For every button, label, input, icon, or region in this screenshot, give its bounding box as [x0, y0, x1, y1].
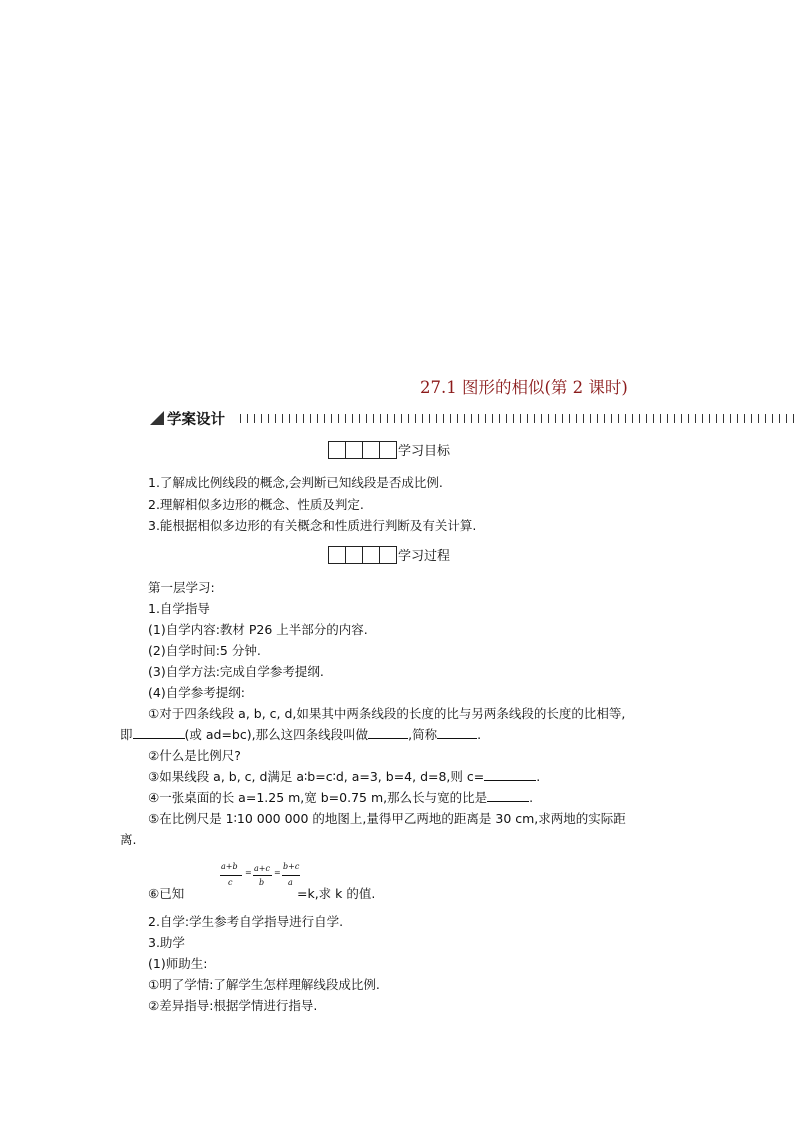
answer-blank: [133, 726, 185, 739]
fraction-denominator: b: [259, 878, 265, 887]
question-1-line-2: 即 (或 ad=bc),那么这四条线段叫做 ,简称 .: [120, 727, 482, 742]
answer-blank: [487, 789, 529, 802]
question-6-suffix: =k,求 k 的值.: [297, 886, 376, 901]
objectives-heading: 学习目标: [328, 439, 450, 459]
fraction-bar: [253, 875, 272, 876]
answer-blank: [368, 726, 408, 739]
question-5-line-1: ⑤在比例尺是 1∶10 000 000 的地图上,量得甲乙两地的距离是 30 cm,求两地的实际距: [148, 811, 626, 826]
guide-title: 1.自学指导: [148, 601, 210, 616]
question-6-prefix: ⑥已知: [148, 886, 185, 901]
guide-item: (2)自学时间:5 分钟.: [148, 643, 261, 658]
help-1b: ②差异指导:根据学情进行指导.: [148, 998, 318, 1013]
objective-item: 1.了解成比例线段的概念,会判断已知线段是否成比例.: [148, 475, 443, 490]
fraction-numerator: b+c: [283, 862, 300, 871]
question-1-line-1: ①对于四条线段 a, b, c, d,如果其中两条线段的长度的比与另两条线段的长度的比相等,: [148, 706, 626, 721]
guide-item: (3)自学方法:完成自学参考提纲.: [148, 664, 324, 679]
page-title: 27.1 图形的相似(第 2 课时): [420, 378, 628, 397]
question-2: ②什么是比例尺?: [148, 748, 241, 763]
guide-item: (4)自学参考提纲:: [148, 685, 245, 700]
answer-blank: [484, 768, 536, 781]
fraction-denominator: a: [288, 878, 293, 887]
equals-sign: =: [245, 868, 252, 877]
process-heading: 学习过程: [328, 544, 450, 564]
fraction-numerator: a+b: [221, 862, 238, 871]
section-header: [150, 408, 794, 430]
guide-item: (1)自学内容:教材 P26 上半部分的内容.: [148, 622, 368, 637]
objective-item: 2.理解相似多边形的概念、性质及判定.: [148, 497, 364, 512]
help-1a: ①明了学情:了解学生怎样理解线段成比例.: [148, 977, 380, 992]
dotted-rule: [240, 414, 794, 423]
step-3: 3.助学: [148, 935, 185, 950]
layer-label: 第一层学习:: [148, 580, 215, 595]
help-1: (1)师助生:: [148, 956, 208, 971]
question-5-line-2: 离.: [120, 832, 137, 847]
equals-sign: =: [274, 868, 281, 877]
step-2: 2.自学:学生参考自学指导进行自学.: [148, 914, 344, 929]
fraction-bar: [282, 875, 300, 876]
question-4: ④一张桌面的长 a=1.25 m,宽 b=0.75 m,那么长与宽的比是 .: [148, 790, 534, 805]
section-label: 学案设计: [167, 412, 225, 428]
fraction-numerator: a+c: [254, 864, 270, 873]
fraction-denominator: c: [228, 878, 233, 887]
question-3: ③如果线段 a, b, c, d满足 a∶b=c∶d, a=3, b=4, d=8,则 c= .: [148, 769, 541, 784]
triangle-icon: [150, 411, 164, 425]
objective-item: 3.能根据相似多边形的有关概念和性质进行判断及有关计算.: [148, 518, 477, 533]
fraction-bar: [220, 875, 242, 876]
answer-blank: [437, 726, 477, 739]
